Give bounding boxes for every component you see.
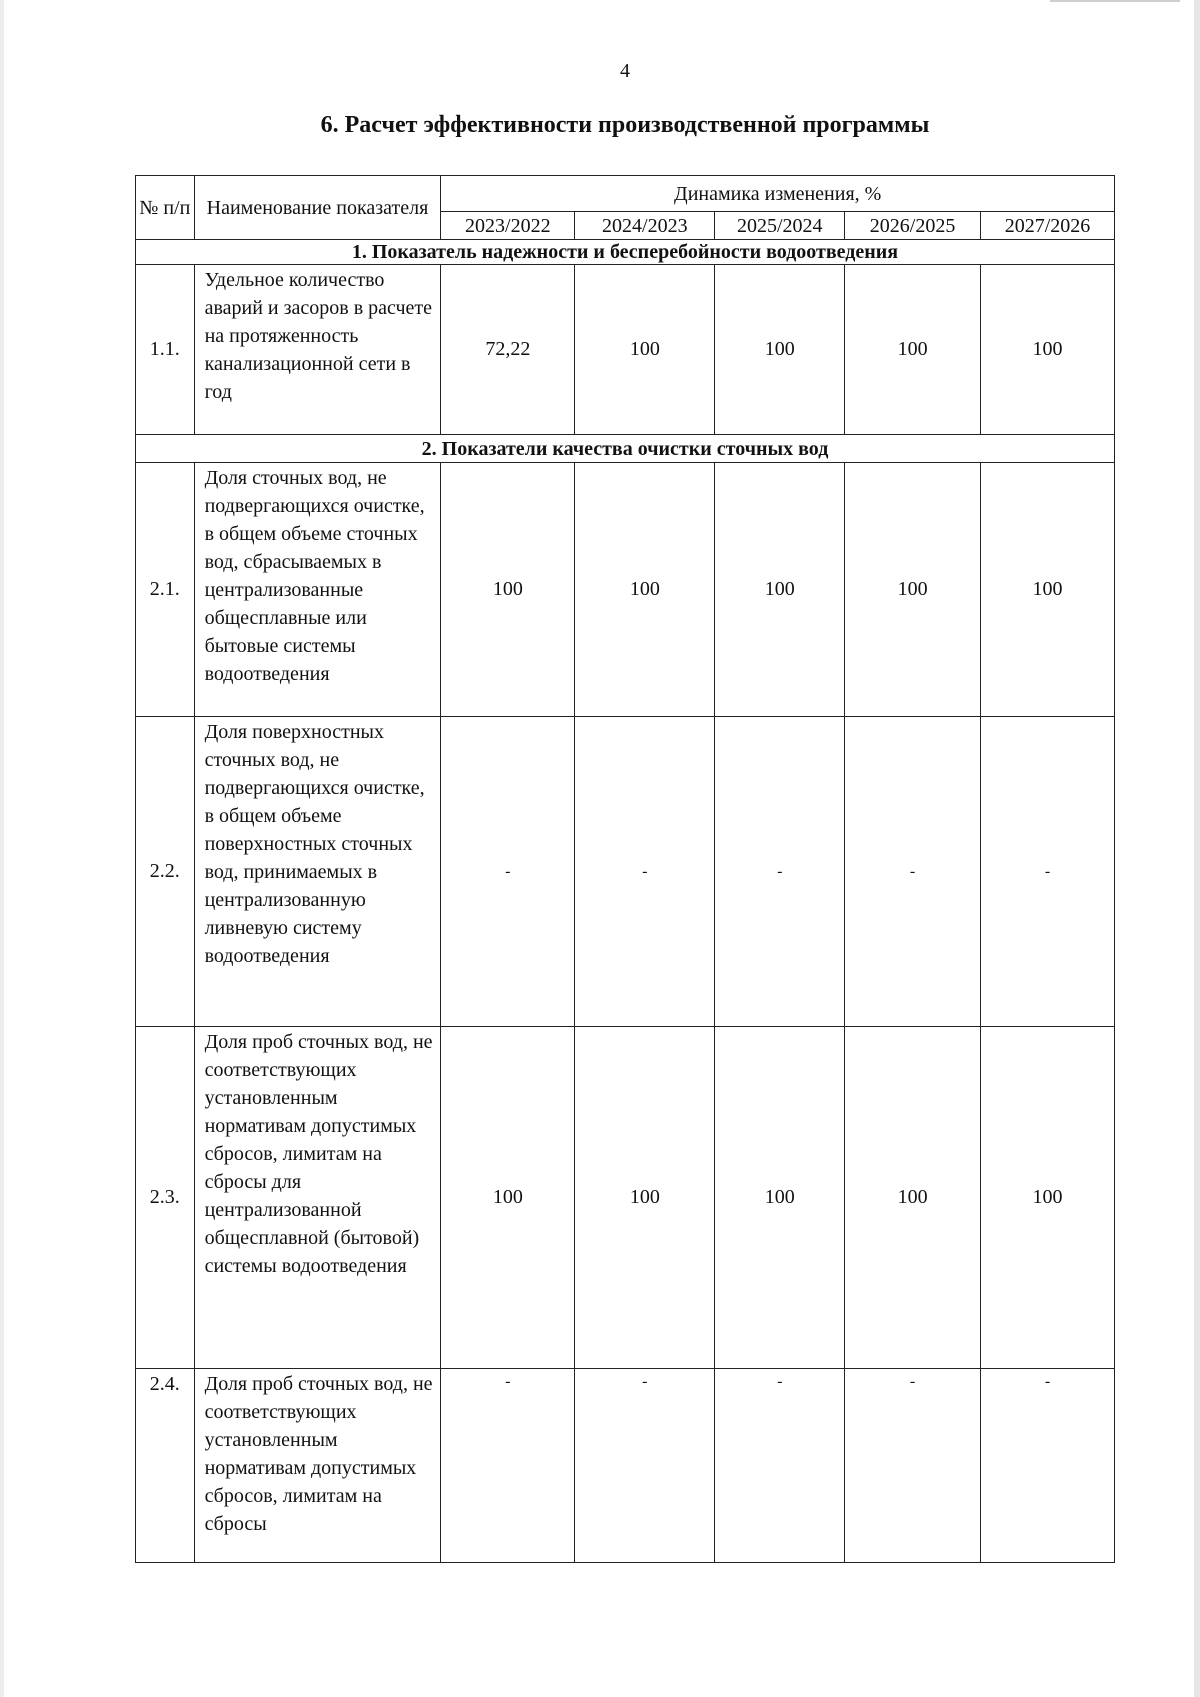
row-value: 100 bbox=[981, 1027, 1115, 1369]
header-year: 2024/2023 bbox=[575, 212, 715, 240]
section-row bbox=[136, 435, 1115, 463]
row-num: 2.3. bbox=[136, 1027, 195, 1369]
header-year: 2027/2026 bbox=[981, 212, 1115, 240]
scan-edge-top bbox=[1050, 0, 1180, 2]
row-value: 100 bbox=[441, 1027, 575, 1369]
header-year: 2025/2024 bbox=[715, 212, 845, 240]
table-row bbox=[136, 1027, 1115, 1369]
section-title: 2. Показатели качества очистки сточных вод bbox=[136, 435, 1115, 463]
row-value: 100 bbox=[715, 463, 845, 717]
row-value: 100 bbox=[981, 265, 1115, 435]
table-row bbox=[136, 463, 1115, 717]
row-value: 100 bbox=[715, 1027, 845, 1369]
row-value: - bbox=[845, 717, 981, 1027]
efficiency-table-container bbox=[135, 175, 1115, 1563]
row-value: - bbox=[575, 717, 715, 1027]
efficiency-table bbox=[135, 175, 1115, 1563]
row-value: - bbox=[715, 717, 845, 1027]
row-value: 100 bbox=[575, 1027, 715, 1369]
row-name: Доля проб сточных вод, не соответствующих установленным нормативам допустимых сбросов, лимитам на сбросы для централизованной общесплавной (бытовой) системы водоотведения bbox=[194, 1027, 441, 1369]
table-row bbox=[136, 265, 1115, 435]
row-num: 1.1. bbox=[136, 265, 195, 435]
page-title: 6. Расчет эффективности производственной программы bbox=[320, 112, 930, 138]
row-value: 100 bbox=[845, 265, 981, 435]
row-num: 2.1. bbox=[136, 463, 195, 717]
row-value: 100 bbox=[715, 265, 845, 435]
row-value: - bbox=[981, 717, 1115, 1027]
row-name: Доля поверхностных сточных вод, не подвергающихся очистке, в общем объеме поверхностных сточных вод, принимаемых в централизованную ливневую систему водоотведения bbox=[194, 717, 441, 1027]
row-name: Доля проб сточных вод, не соответствующих установленным нормативам допустимых сбросов, лимитам на сбросы bbox=[194, 1369, 441, 1563]
row-num: 2.4. bbox=[136, 1369, 195, 1563]
row-value: - bbox=[575, 1369, 715, 1563]
row-value: 100 bbox=[845, 463, 981, 717]
header-year: 2026/2025 bbox=[845, 212, 981, 240]
row-value: 100 bbox=[845, 1027, 981, 1369]
table-row bbox=[136, 1369, 1115, 1563]
table-row bbox=[136, 717, 1115, 1027]
row-num: 2.2. bbox=[136, 717, 195, 1027]
row-name: Доля сточных вод, не подвергающихся очистке, в общем объеме сточных вод, сбрасываемых в централизованные общесплавные или бытовые системы водоотведения bbox=[194, 463, 441, 717]
row-name: Удельное количество аварий и засоров в расчете на протяженность канализационной сети в год bbox=[194, 265, 441, 435]
row-value: - bbox=[441, 1369, 575, 1563]
row-value: 100 bbox=[441, 463, 575, 717]
page-number: 4 bbox=[620, 60, 630, 82]
row-value: 72,22 bbox=[441, 265, 575, 435]
scan-edge-left bbox=[0, 0, 4, 1697]
row-value: 100 bbox=[981, 463, 1115, 717]
section-title: 1. Показатель надежности и бесперебойности водоотведения bbox=[136, 240, 1115, 265]
header-name: Наименование показателя bbox=[194, 176, 441, 240]
row-value: 100 bbox=[575, 265, 715, 435]
header-dynamics: Динамика изменения, % bbox=[441, 176, 1115, 212]
row-value: - bbox=[715, 1369, 845, 1563]
header-year: 2023/2022 bbox=[441, 212, 575, 240]
row-value: - bbox=[981, 1369, 1115, 1563]
scan-edge-right bbox=[1194, 0, 1200, 1697]
row-value: 100 bbox=[575, 463, 715, 717]
row-value: - bbox=[845, 1369, 981, 1563]
row-value: - bbox=[441, 717, 575, 1027]
header-num: № п/п bbox=[136, 176, 195, 240]
section-row bbox=[136, 240, 1115, 265]
